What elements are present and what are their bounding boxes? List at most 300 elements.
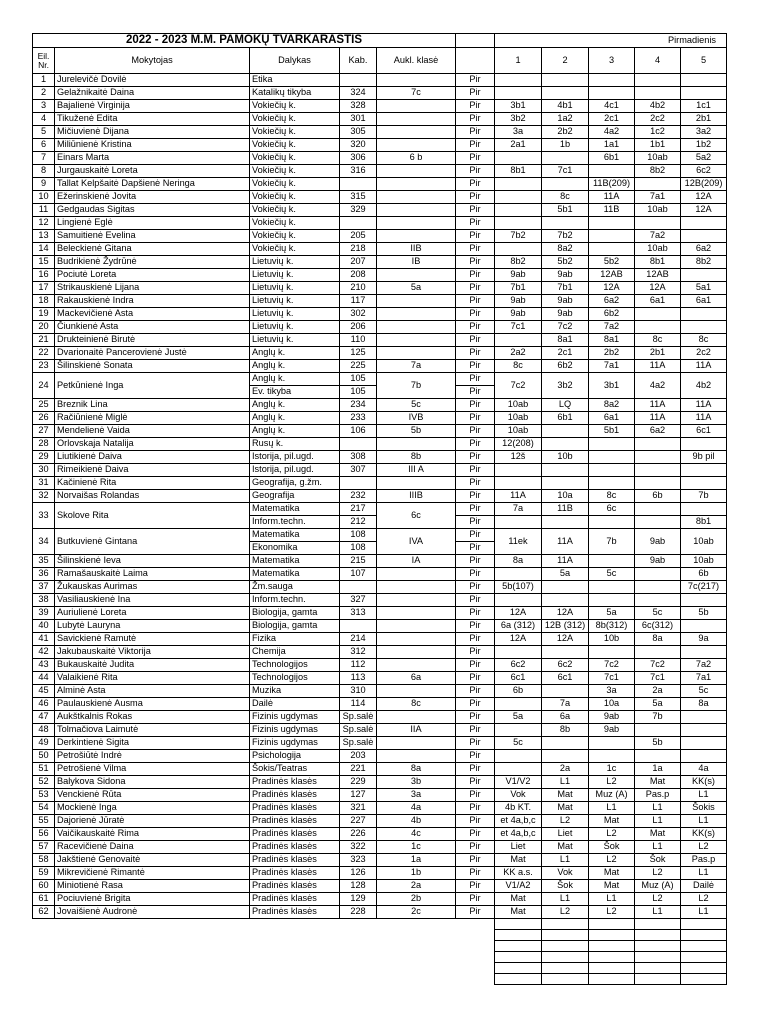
- row-number: 23: [33, 360, 55, 373]
- row-number: 3: [33, 100, 55, 113]
- day-code: Pir: [456, 815, 495, 828]
- period-cell: 2c2: [681, 347, 727, 360]
- room: 308: [340, 451, 377, 464]
- period-cell: [495, 750, 542, 763]
- table-row: [33, 256, 727, 269]
- subject: Pradinės klasės: [250, 789, 340, 802]
- period-cell: 7b1: [542, 282, 589, 295]
- period-cell: L1: [681, 867, 727, 880]
- table-row: [33, 893, 727, 906]
- room: [340, 581, 377, 594]
- period-cell: 7a: [495, 503, 542, 516]
- period-cell: 6a2: [635, 425, 681, 438]
- subject: Anglų k.: [250, 373, 340, 386]
- teacher-name: Kačinienė Rita: [55, 477, 250, 490]
- teacher-name: Lubytė Lauryna: [55, 620, 250, 633]
- period-cell: 6a2: [589, 295, 635, 308]
- room: 107: [340, 568, 377, 581]
- teacher-name: Ramašauskaitė Laima: [55, 568, 250, 581]
- day-code: Pir: [456, 867, 495, 880]
- empty-period-cell: [542, 941, 589, 952]
- period-cell: Mat: [635, 776, 681, 789]
- empty-spacer: [456, 919, 495, 930]
- period-cell: 10a: [542, 490, 589, 503]
- period-cell: 10ab: [681, 555, 727, 568]
- period-cell: 11A: [495, 490, 542, 503]
- timetable: [32, 33, 727, 985]
- room: 218: [340, 243, 377, 256]
- period-cell: 5a: [542, 568, 589, 581]
- row-number: 37: [33, 581, 55, 594]
- empty-period-cell: [681, 941, 727, 952]
- period-cell: 6c1: [495, 672, 542, 685]
- teacher-name: Rimeikienė Daiva: [55, 464, 250, 477]
- period-cell: [635, 178, 681, 191]
- room: 126: [340, 867, 377, 880]
- day-code: Pir: [456, 113, 495, 126]
- period-cell: 6b: [681, 568, 727, 581]
- period-cell: 5b1: [589, 425, 635, 438]
- teacher-name: Bukauskaitė Judita: [55, 659, 250, 672]
- teacher-name: Tolmačiova Laimutė: [55, 724, 250, 737]
- period-cell: 7a: [542, 698, 589, 711]
- teacher-name: Jakštienė Genovaitė: [55, 854, 250, 867]
- empty-row: [33, 930, 727, 941]
- empty-period-cell: [681, 974, 727, 985]
- period-cell: 9ab: [542, 295, 589, 308]
- row-number: 27: [33, 425, 55, 438]
- empty-period-cell: [542, 952, 589, 963]
- period-cell: 2b1: [635, 347, 681, 360]
- subject: Anglų k.: [250, 399, 340, 412]
- homeroom-class: IA: [377, 555, 456, 568]
- period-cell: 6b2: [542, 360, 589, 373]
- period-cell: 2c2: [635, 113, 681, 126]
- subject: Vokiečių k.: [250, 243, 340, 256]
- subject: Vokiečių k.: [250, 230, 340, 243]
- period-cell: 2c1: [542, 347, 589, 360]
- day-code: Pir: [456, 87, 495, 100]
- empty-spacer: [340, 963, 377, 974]
- row-number: 24: [33, 373, 55, 399]
- empty-spacer: [33, 952, 55, 963]
- homeroom-class: [377, 750, 456, 763]
- row-number: 62: [33, 906, 55, 919]
- teacher-name: Orlovskaja Natalija: [55, 438, 250, 451]
- homeroom-class: [377, 620, 456, 633]
- room: 129: [340, 893, 377, 906]
- homeroom-class: 7b: [377, 373, 456, 399]
- period-cell: [681, 308, 727, 321]
- table-row: [33, 373, 727, 386]
- period-cell: Vok: [542, 867, 589, 880]
- period-cell: 7b: [681, 490, 727, 503]
- subject: Chemija: [250, 646, 340, 659]
- row-number: 26: [33, 412, 55, 425]
- table-row: [33, 633, 727, 646]
- period-cell: Pas.p: [635, 789, 681, 802]
- day-code: Pir: [456, 750, 495, 763]
- period-cell: [681, 646, 727, 659]
- period-cell: [635, 646, 681, 659]
- period-cell: [635, 464, 681, 477]
- period-cell: [495, 568, 542, 581]
- period-cell: L2: [589, 828, 635, 841]
- homeroom-class: 6c: [377, 503, 456, 529]
- period-cell: 8b1: [495, 165, 542, 178]
- empty-period-cell: [635, 952, 681, 963]
- empty-period-cell: [589, 963, 635, 974]
- period-cell: 6c: [589, 503, 635, 516]
- header-teacher: Mokytojas: [55, 48, 250, 74]
- row-number: 53: [33, 789, 55, 802]
- subject: Fizika: [250, 633, 340, 646]
- empty-spacer: [456, 963, 495, 974]
- empty-period-cell: [495, 952, 542, 963]
- teacher-name: Bajalienė Virginija: [55, 100, 250, 113]
- period-cell: Mat: [495, 906, 542, 919]
- table-row: [33, 217, 727, 230]
- period-cell: 8b2: [495, 256, 542, 269]
- day-code: Pir: [456, 737, 495, 750]
- table-row: [33, 204, 727, 217]
- row-number: 13: [33, 230, 55, 243]
- empty-spacer: [456, 952, 495, 963]
- table-row: [33, 360, 727, 373]
- table-row: [33, 555, 727, 568]
- empty-period-cell: [681, 963, 727, 974]
- period-cell: [635, 217, 681, 230]
- period-cell: 2a: [542, 763, 589, 776]
- table-row: [33, 568, 727, 581]
- room: 203: [340, 750, 377, 763]
- table-row: [33, 438, 727, 451]
- period-cell: 6a1: [589, 412, 635, 425]
- period-cell: 6a (312): [495, 620, 542, 633]
- row-number: 58: [33, 854, 55, 867]
- period-cell: 7a2: [635, 230, 681, 243]
- period-cell: 8c: [635, 334, 681, 347]
- teacher-name: Ežerinskienė Jovita: [55, 191, 250, 204]
- table-row: [33, 399, 727, 412]
- period-cell: V1/A2: [495, 880, 542, 893]
- empty-period-cell: [635, 963, 681, 974]
- period-cell: [681, 750, 727, 763]
- period-cell: [542, 646, 589, 659]
- homeroom-class: 2c: [377, 906, 456, 919]
- homeroom-class: 8c: [377, 698, 456, 711]
- empty-spacer: [33, 930, 55, 941]
- homeroom-class: [377, 139, 456, 152]
- period-cell: [495, 74, 542, 87]
- day-code: Pir: [456, 100, 495, 113]
- teacher-name: Butkuvienė Gintana: [55, 529, 250, 555]
- page-title: 2022 - 2023 M.M. PAMOKŲ TVARKARAŠTIS: [33, 34, 456, 48]
- homeroom-class: 3b: [377, 776, 456, 789]
- period-cell: 5b: [681, 607, 727, 620]
- homeroom-class: [377, 321, 456, 334]
- row-number: 30: [33, 464, 55, 477]
- room: 328: [340, 100, 377, 113]
- period-cell: 5c: [681, 685, 727, 698]
- teacher-name: Paulauskienė Ausma: [55, 698, 250, 711]
- header-period-3: 3: [589, 48, 635, 74]
- period-cell: 3b1: [495, 100, 542, 113]
- row-number: 49: [33, 737, 55, 750]
- day-code: Pir: [456, 139, 495, 152]
- table-row: [33, 334, 727, 347]
- period-cell: 4a2: [635, 373, 681, 399]
- period-cell: 10ab: [495, 399, 542, 412]
- row-number: 9: [33, 178, 55, 191]
- row-number: 39: [33, 607, 55, 620]
- period-cell: 6a1: [635, 295, 681, 308]
- subject: Lietuvių k.: [250, 256, 340, 269]
- homeroom-class: 1b: [377, 867, 456, 880]
- table-row: [33, 776, 727, 789]
- homeroom-class: 6 b: [377, 152, 456, 165]
- room: 320: [340, 139, 377, 152]
- period-cell: 5a2: [681, 152, 727, 165]
- period-cell: 3a: [589, 685, 635, 698]
- day-code: Pir: [456, 503, 495, 516]
- teacher-name: Rakauskienė Indra: [55, 295, 250, 308]
- teacher-name: Mikrevičienė Rimantė: [55, 867, 250, 880]
- teacher-name: Vasiliauskienė Ina: [55, 594, 250, 607]
- subject: Muzika: [250, 685, 340, 698]
- period-cell: L1: [542, 854, 589, 867]
- table-row: [33, 191, 727, 204]
- period-cell: 7b2: [542, 230, 589, 243]
- teacher-name: Mockienė Inga: [55, 802, 250, 815]
- period-cell: Pas.p: [681, 854, 727, 867]
- header-row: [33, 48, 727, 74]
- empty-period-cell: [589, 930, 635, 941]
- table-row: [33, 243, 727, 256]
- header-period-2: 2: [542, 48, 589, 74]
- period-cell: [589, 464, 635, 477]
- room: 313: [340, 607, 377, 620]
- period-cell: 8a: [635, 633, 681, 646]
- period-cell: 5b: [635, 737, 681, 750]
- period-cell: 11A: [635, 399, 681, 412]
- day-code: Pir: [456, 451, 495, 464]
- room: 105: [340, 386, 377, 399]
- period-cell: KK a.s.: [495, 867, 542, 880]
- period-cell: 7b2: [495, 230, 542, 243]
- day-code: Pir: [456, 204, 495, 217]
- subject: Vokiečių k.: [250, 191, 340, 204]
- period-cell: [542, 477, 589, 490]
- subject: Matematika: [250, 568, 340, 581]
- row-number: 34: [33, 529, 55, 555]
- subject: Pradinės klasės: [250, 841, 340, 854]
- room: 307: [340, 464, 377, 477]
- teacher-name: Petkūnienė Inga: [55, 373, 250, 399]
- period-cell: 12A: [681, 191, 727, 204]
- homeroom-class: [377, 347, 456, 360]
- period-cell: 5a: [589, 607, 635, 620]
- teacher-name: Balykova Sidona: [55, 776, 250, 789]
- day-code: Pir: [456, 594, 495, 607]
- period-cell: [542, 178, 589, 191]
- day-code: Pir: [456, 152, 495, 165]
- subject: Ev. tikyba: [250, 386, 340, 399]
- period-cell: 6c1: [542, 672, 589, 685]
- room: [340, 620, 377, 633]
- row-number: 20: [33, 321, 55, 334]
- subject: Psichologija: [250, 750, 340, 763]
- period-cell: [635, 581, 681, 594]
- room: 113: [340, 672, 377, 685]
- period-cell: 6a2: [681, 243, 727, 256]
- row-number: 47: [33, 711, 55, 724]
- homeroom-class: 1a: [377, 854, 456, 867]
- period-cell: 8c: [495, 360, 542, 373]
- period-cell: [589, 581, 635, 594]
- homeroom-class: [377, 659, 456, 672]
- period-cell: 7b1: [495, 282, 542, 295]
- subject: Vokiečių k.: [250, 113, 340, 126]
- period-cell: [681, 464, 727, 477]
- subject: Lietuvių k.: [250, 282, 340, 295]
- row-number: 8: [33, 165, 55, 178]
- period-cell: [495, 152, 542, 165]
- day-code: Pir: [456, 295, 495, 308]
- period-cell: Šokis: [681, 802, 727, 815]
- teacher-name: Mendelienė Vaida: [55, 425, 250, 438]
- table-row: [33, 594, 727, 607]
- homeroom-class: IIIB: [377, 490, 456, 503]
- period-cell: Mat: [495, 893, 542, 906]
- empty-spacer: [33, 963, 55, 974]
- day-code: Pir: [456, 841, 495, 854]
- subject: Geografija: [250, 490, 340, 503]
- table-row: [33, 464, 727, 477]
- period-cell: 12A: [495, 607, 542, 620]
- period-cell: 11A: [542, 555, 589, 568]
- room: 226: [340, 828, 377, 841]
- room: 316: [340, 165, 377, 178]
- empty-spacer: [377, 930, 456, 941]
- day-code: Pir: [456, 763, 495, 776]
- room: 221: [340, 763, 377, 776]
- period-cell: 10b: [589, 633, 635, 646]
- subject: Istorija, pil.ugd.: [250, 451, 340, 464]
- day-code: Pir: [456, 191, 495, 204]
- homeroom-class: [377, 230, 456, 243]
- day-code: Pir: [456, 399, 495, 412]
- day-code: Pir: [456, 230, 495, 243]
- title-spacer: [456, 34, 495, 48]
- period-cell: [589, 451, 635, 464]
- day-code: Pir: [456, 672, 495, 685]
- period-cell: 8b1: [635, 256, 681, 269]
- table-row: [33, 815, 727, 828]
- subject: Biologija, gamta: [250, 607, 340, 620]
- day-code: Pir: [456, 789, 495, 802]
- period-cell: 5b1: [542, 204, 589, 217]
- period-cell: 6b: [495, 685, 542, 698]
- room: Sp.salė: [340, 724, 377, 737]
- table-row: [33, 87, 727, 100]
- period-cell: [542, 737, 589, 750]
- row-number: 14: [33, 243, 55, 256]
- period-cell: [542, 74, 589, 87]
- room: [340, 477, 377, 490]
- period-cell: [681, 269, 727, 282]
- subject: Katalikų tikyba: [250, 87, 340, 100]
- subject: Žm.sauga: [250, 581, 340, 594]
- row-number: 6: [33, 139, 55, 152]
- period-cell: [542, 87, 589, 100]
- empty-period-cell: [589, 941, 635, 952]
- room: 227: [340, 815, 377, 828]
- row-number: 28: [33, 438, 55, 451]
- empty-period-cell: [681, 930, 727, 941]
- row-number: 11: [33, 204, 55, 217]
- day-code: Pir: [456, 360, 495, 373]
- period-cell: [681, 711, 727, 724]
- subject: Šokis/Teatras: [250, 763, 340, 776]
- period-cell: 7c(217): [681, 581, 727, 594]
- period-cell: [681, 594, 727, 607]
- homeroom-class: [377, 269, 456, 282]
- empty-spacer: [377, 952, 456, 963]
- table-row: [33, 165, 727, 178]
- period-cell: L2: [542, 815, 589, 828]
- period-cell: 2c1: [589, 113, 635, 126]
- table-row: [33, 880, 727, 893]
- row-number: 45: [33, 685, 55, 698]
- room: 217: [340, 503, 377, 516]
- homeroom-class: 5a: [377, 282, 456, 295]
- period-cell: 5c: [635, 607, 681, 620]
- table-row: [33, 620, 727, 633]
- period-cell: Mat: [589, 815, 635, 828]
- subject: Dailė: [250, 698, 340, 711]
- homeroom-class: IVA: [377, 529, 456, 555]
- header-nr: Eil. Nr.: [33, 48, 55, 74]
- period-cell: L1: [681, 906, 727, 919]
- period-cell: 12A: [542, 633, 589, 646]
- subject: Pradinės klasės: [250, 906, 340, 919]
- teacher-name: Liutikienė Daiva: [55, 451, 250, 464]
- day-code: Pir: [456, 607, 495, 620]
- period-cell: 3b1: [589, 373, 635, 399]
- homeroom-class: [377, 581, 456, 594]
- period-cell: [542, 464, 589, 477]
- subject: Vokiečių k.: [250, 100, 340, 113]
- room: 105: [340, 373, 377, 386]
- period-cell: 12A: [495, 633, 542, 646]
- subject: Fizinis ugdymas: [250, 737, 340, 750]
- room: 205: [340, 230, 377, 243]
- period-cell: L1: [635, 815, 681, 828]
- day-code: Pir: [456, 529, 495, 542]
- period-cell: 8c: [681, 334, 727, 347]
- table-row: [33, 763, 727, 776]
- table-row: [33, 490, 727, 503]
- homeroom-class: 8a: [377, 763, 456, 776]
- empty-spacer: [55, 930, 250, 941]
- empty-period-cell: [495, 963, 542, 974]
- day-code: Pir: [456, 243, 495, 256]
- period-cell: 7a1: [635, 191, 681, 204]
- teacher-name: Jurgauskaitė Loreta: [55, 165, 250, 178]
- table-row: [33, 308, 727, 321]
- period-cell: [681, 503, 727, 516]
